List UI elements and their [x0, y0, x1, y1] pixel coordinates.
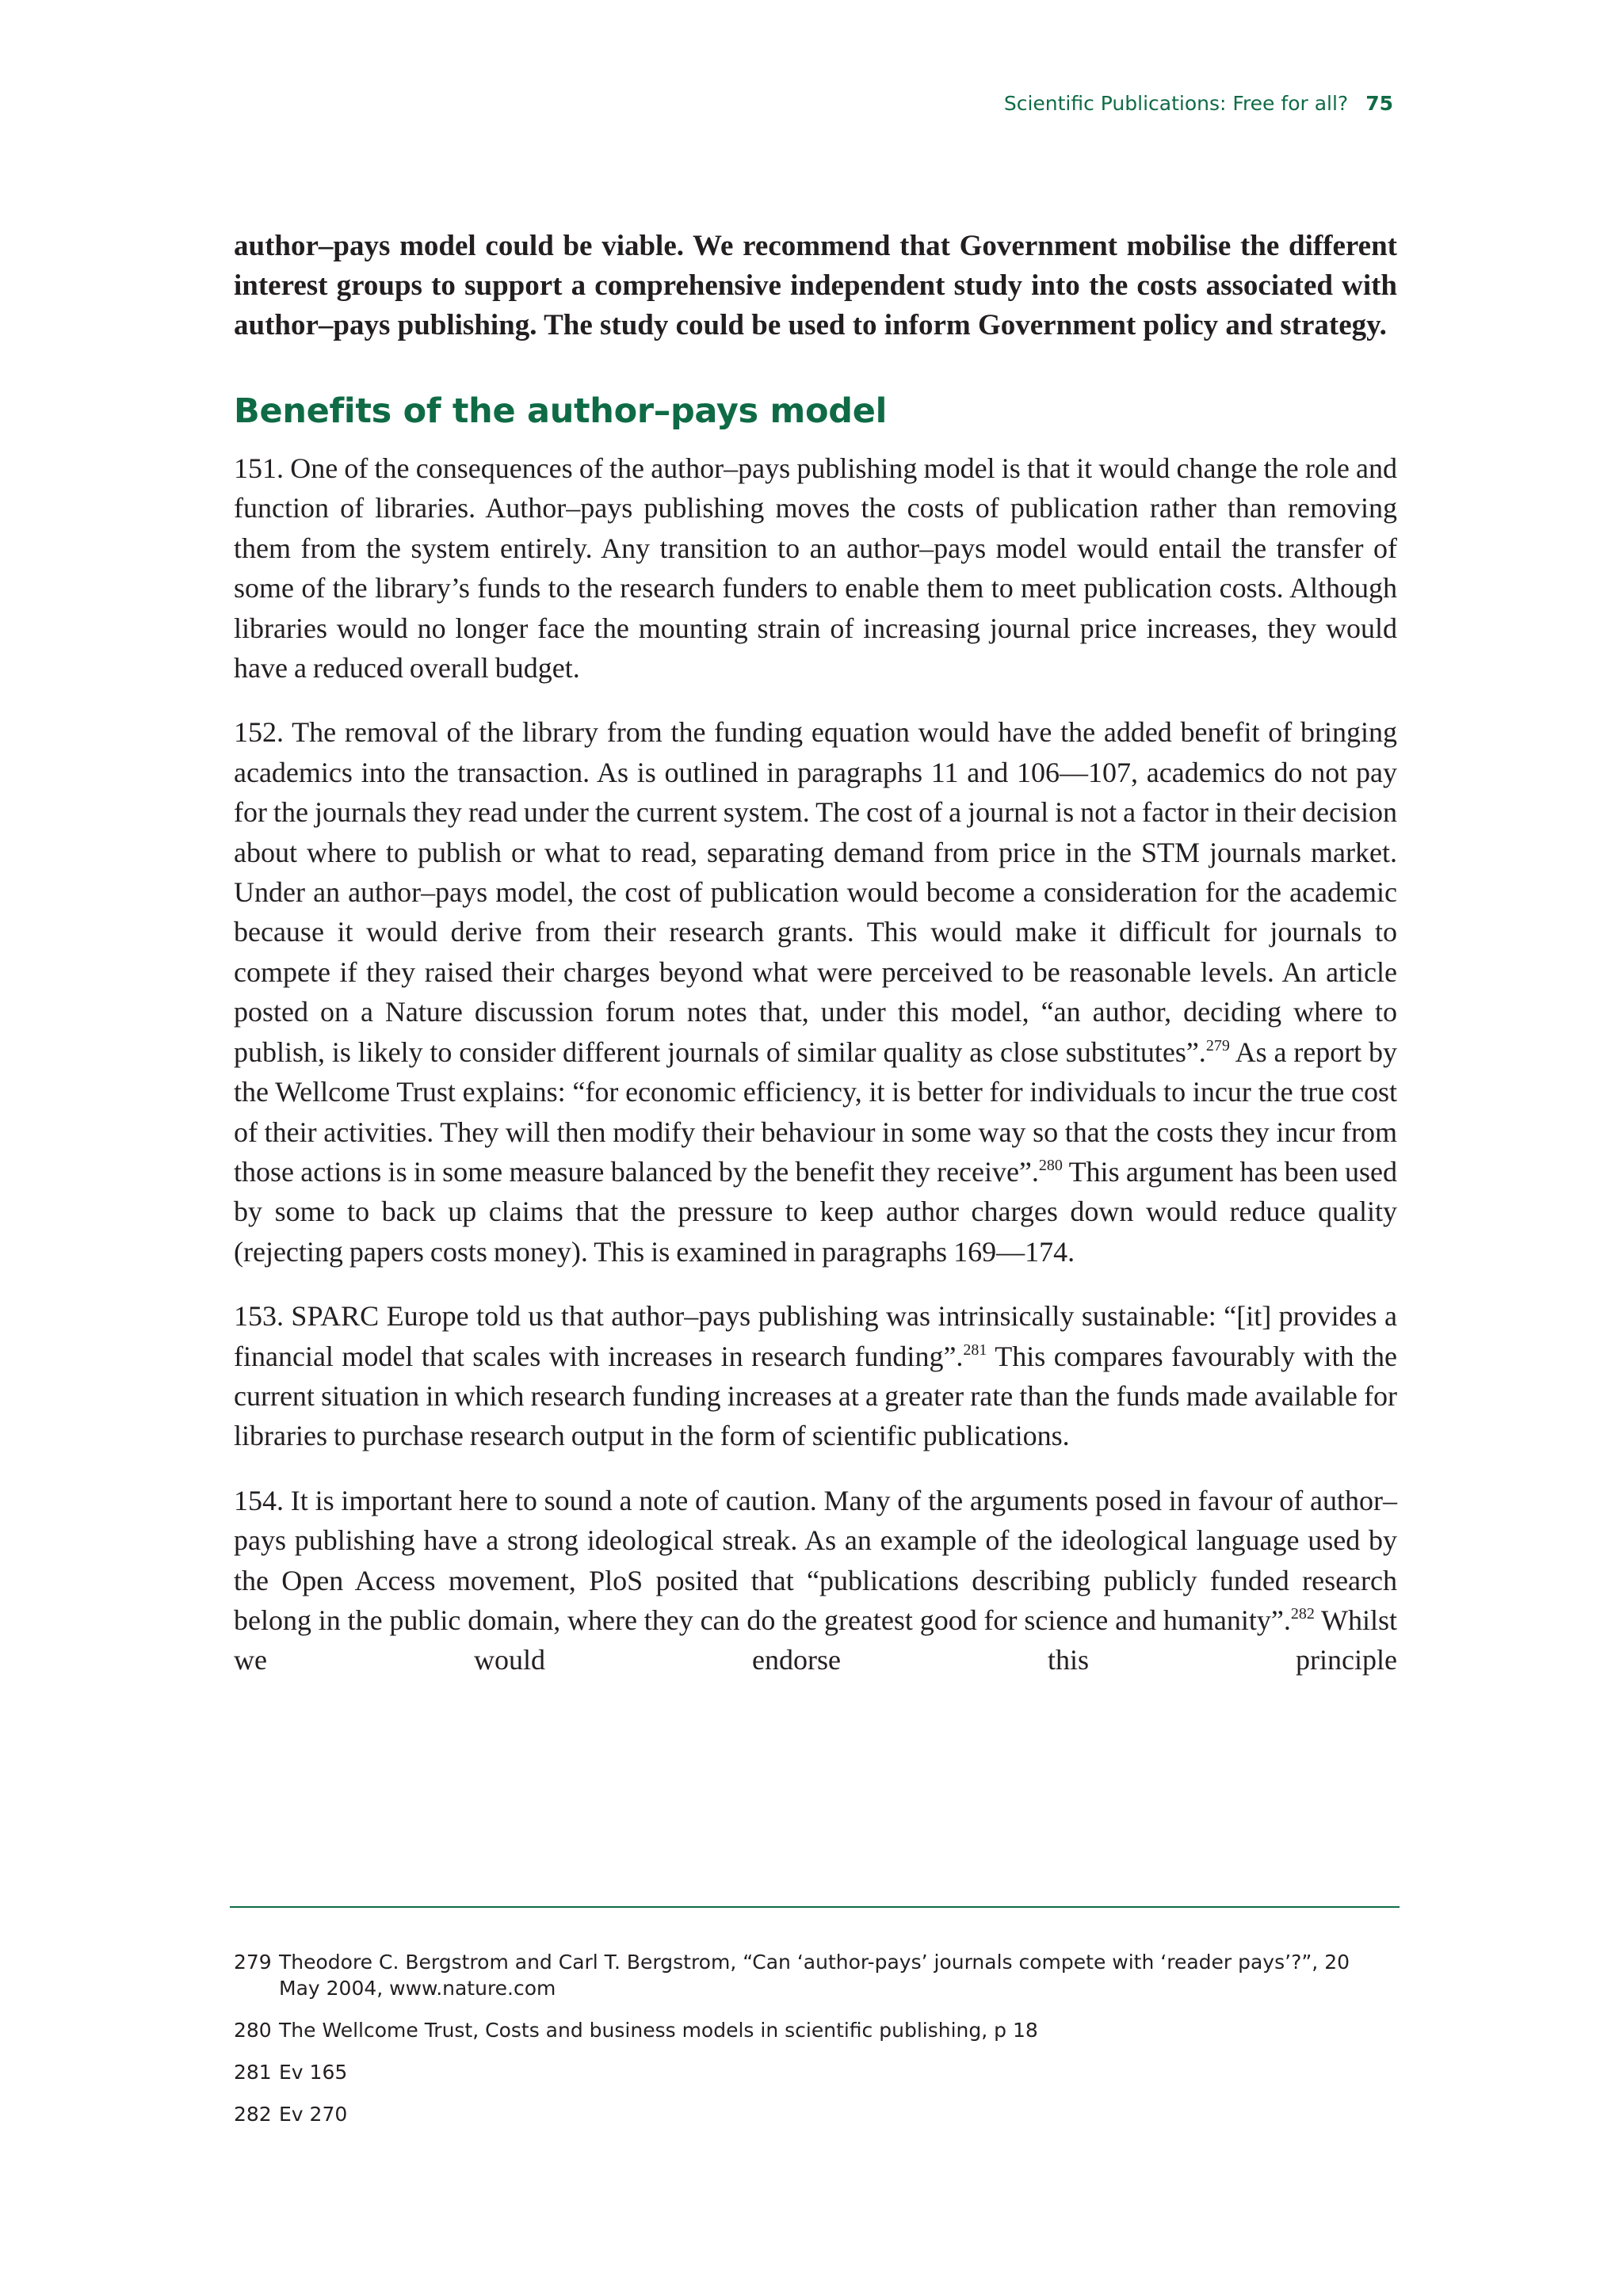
footnotes [234, 1949, 1367, 2143]
paragraph-153-text-a: 153. SPARC Europe told us that author–pays publishing was intrinsically sustainable: “[it] provides a financial model that scales with increases in research funding”. [234, 1300, 1397, 1372]
paragraph-153 [234, 1296, 1397, 1456]
footnote-number: 280 [234, 2019, 272, 2042]
footnote-ref-279: 279 [1205, 1036, 1230, 1055]
section-heading: Benefits of the author–pays model [234, 391, 888, 431]
publication-title: Scientific Publications: Free for all? [1003, 92, 1349, 115]
paragraph-153-text-b: This compares favourably with the current situation in which research funding increases at a greater rate than the funds made available for libraries to purchase research output in the form of scientific publications. [234, 1340, 1397, 1452]
paragraph-154-text-a: 154. It is important here to sound a note of caution. Many of the arguments posed in favour of author–pays publishing have a strong ideological streak. As an example of the ideological language used by the Open Access movement, PloS posited that “publications describing publicly funded research belong in the public domain, where they can do the greatest good for science and humanity”. [234, 1484, 1397, 1636]
footnote-text: Ev 165 [279, 2061, 348, 2084]
footnote-item [234, 2101, 1367, 2127]
page-number: 75 [1365, 92, 1393, 115]
footnote-number: 279 [234, 1951, 272, 1974]
footnote-text: The Wellcome Trust, Costs and business models in scientific publishing, p 18 [279, 2019, 1038, 2042]
recommendation-paragraph: author–pays model could be viable. We recommend that Government mobilise the different interest groups to support a comprehensive independent study into the costs associated with author–pays publishing. The study could be used to inform Government policy and strategy. [234, 230, 1397, 341]
paragraph-152-text-c: This argument has been used by some to back up claims that the pressure to keep author charges down would reduce quality (rejecting papers costs money). This is examined in paragraphs 169—174. [234, 1155, 1398, 1268]
footnote-divider [230, 1906, 1400, 1908]
running-header [1004, 92, 1393, 115]
paragraph-152-text-a: 152. The removal of the library from the funding equation would have the added benefit of bringing academics into the transaction. As is outlined in paragraphs 11 and 106—107, academics do not pay for the journals they read under the current system. The cost of a journal is not a factor in their decision about where to publish or what to read, separating demand from price in the STM journals market. Under an author–pays model, the cost of publication would become a consideration for the academic because it would derive from their research grants. This would make it difficult for journals to compete if they raised their charges beyond what were perceived to be reasonable levels. An article posted on a Nature discussion forum notes that, under this model, “an author, deciding where to publish, is likely to consider different journals of similar quality as close substitutes”. [234, 716, 1397, 1068]
footnote-ref-280: 280 [1038, 1156, 1063, 1174]
footnote-item [234, 2059, 1367, 2085]
paragraph-152 [234, 712, 1397, 1272]
paragraph-154 [234, 1481, 1397, 1680]
footnote-item [234, 2017, 1367, 2043]
footnote-ref-281: 281 [963, 1341, 987, 1359]
footnote-number: 281 [234, 2061, 272, 2084]
footnote-text: Ev 270 [279, 2103, 348, 2126]
footnote-number: 282 [234, 2103, 272, 2126]
paragraph-152-text-b: As a report by the Wellcome Trust explains: “for economic efficiency, it is better for individuals to incur the true cost of their activities. They will then modify their behaviour in some way so that the costs they incur from those actions is in some measure balanced by the benefit they receive”. [234, 1035, 1397, 1188]
main-content [234, 227, 1397, 1680]
footnote-item [234, 1949, 1367, 2001]
footnote-text: Theodore C. Bergstrom and Carl T. Bergstrom, “Can ‘author-pays’ journals compete with ‘reader pays’?”, 20 May 2004, www.nature.com [279, 1951, 1350, 2000]
paragraph-151: 151. One of the consequences of the author–pays publishing model is that it would change the role and function of libraries. Author–pays publishing moves the costs of publication rather than removing them from the system entirely. Any transition to an author–pays model would entail the transfer of some of the library’s funds to the research funders to enable them to meet publication costs. Although libraries would no longer face the mounting strain of increasing journal price increases, they would have a reduced overall budget. [234, 452, 1397, 685]
footnote-ref-282: 282 [1290, 1604, 1315, 1623]
paragraph-154-text-b: Whilst we would endorse this principle [234, 1604, 1398, 1676]
